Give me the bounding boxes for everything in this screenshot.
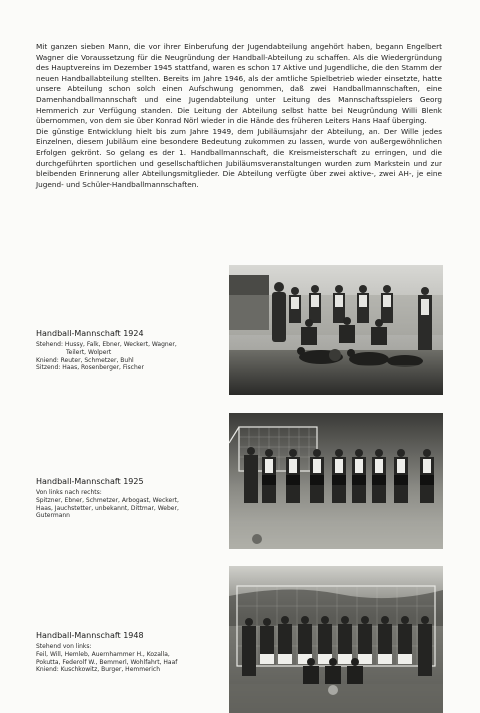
team-photo-1948 bbox=[229, 566, 443, 713]
caption-1925 bbox=[36, 476, 226, 520]
team-photo-1925 bbox=[229, 413, 443, 549]
caption-line: Gutermann bbox=[36, 512, 70, 520]
caption-line: Haas, Jauchstetter, unbekannt, Dittmar, Weber, bbox=[36, 504, 179, 512]
paragraph: Die günstige Entwicklung hielt bis zum Jahre 1949, dem Jubiläumsjahr der Abteilung, an. Der Wille jedes Einzelnen, diesem Jubiläum eine besondere Bedeutung zukommen zu lassen, wurde von außergewöhnlichen Erfolgen gekrönt. So gelang es der 1. Handballmannschaft, die Kreismeisterschaft zu erringen, und die durchgeführten sportlichen und gesellschaftlichen Jubiläumsveranstaltungen wurden zum Markstein und zur bleibenden Erinnerung aller Abteilungsmitglieder. Die Abteilung verfügte über zwei aktive-, zwei AH-, je eine Jugend- und Schüler-Handballmannschaften. bbox=[36, 126, 442, 189]
caption-1924 bbox=[36, 328, 226, 372]
caption-1948 bbox=[36, 630, 226, 674]
caption-line: Stehend: Hussy, Falk, Ebner, Weckert, Wagner, bbox=[36, 341, 177, 348]
article-text bbox=[36, 42, 442, 190]
caption-line: Pokutta, Federolf W., Bemmerl, Wohlfahrt, Haaf bbox=[36, 658, 178, 666]
caption-line: Kniend: Reuter, Schmetzer, Buhl bbox=[36, 356, 134, 364]
caption-line: Kniend: Kuschkowitz, Burger, Hemmerich bbox=[36, 666, 161, 674]
caption-title: Handball-Mannschaft 1948 bbox=[36, 631, 144, 640]
caption-line: Sitzend: Haas, Rosenberger, Fischer bbox=[36, 364, 144, 372]
caption-title: Handball-Mannschaft 1925 bbox=[36, 477, 144, 486]
caption-line: Von links nach rechts: bbox=[36, 489, 102, 496]
paragraph: Mit ganzen sieben Mann, die vor ihrer Einberufung der Jugendabteilung angehört haben, begann Engelbert Wagner die Voraussetzung für die Neugründung der Handball-Abteilung zu schaffen. Als die Wiedergründung des Hauptvereins im Dezember 1945 stattfand, waren es schon 17 Aktive und Jugendliche, die den Stamm der neuen Handballabteilung stellten. Bereits im Jahre 1946, als der amtliche Spielbetrieb wieder einsetzte, hatte unsere Abteilung schon solch einen Aufschwung genommen, daß zwei Handballmannschaften, eine Damenhandballmannschaft und eine Jugendabteilung unter Leitung des Mannschaftsspielers Georg Hemmerich zur Verfügung standen. Die Leitung der Abteilung selbst hatte bei Neugründung Willi Blenk übernommen, von dem sie über Konrad Nörl wieder in die Hände des früheren Leiters Hans Haaf überging. bbox=[36, 42, 442, 126]
caption-line: Spitzner, Ebner, Schmetzer, Arbogast, Weckert, bbox=[36, 496, 179, 504]
caption-line: Stehend von links: bbox=[36, 643, 92, 650]
team-photo-1924 bbox=[229, 265, 443, 395]
caption-line: Teilert, Wolpert bbox=[66, 348, 112, 356]
caption-title: Handball-Mannschaft 1924 bbox=[36, 329, 144, 338]
caption-line: Feil, Will, Hemleb, Auernhammer H., Kozalla, bbox=[36, 650, 170, 658]
